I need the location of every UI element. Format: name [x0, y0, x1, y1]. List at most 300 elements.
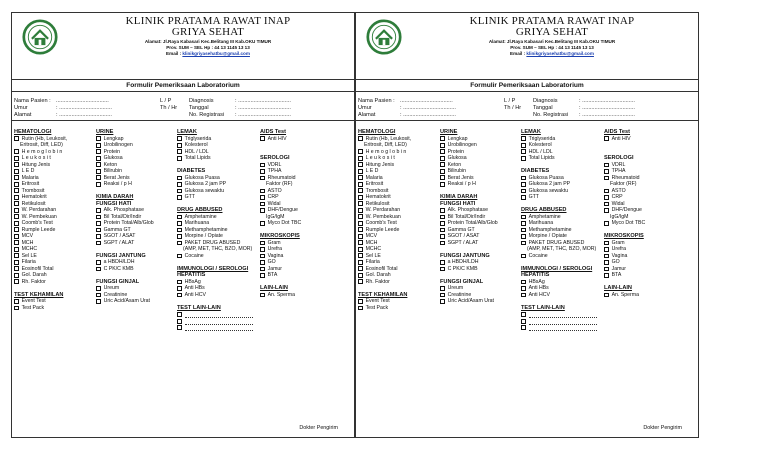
checkbox-icon[interactable] — [177, 319, 182, 324]
checkbox-icon[interactable] — [96, 169, 101, 174]
checkbox-icon[interactable] — [14, 175, 19, 180]
checkbox-icon[interactable] — [14, 234, 19, 239]
checkbox-icon[interactable] — [604, 208, 609, 213]
checkbox-icon[interactable] — [260, 241, 265, 246]
checkbox-icon[interactable] — [521, 149, 526, 154]
checkbox-icon[interactable] — [260, 176, 265, 181]
checkbox-icon[interactable] — [440, 136, 445, 141]
checkbox-icon[interactable] — [14, 240, 19, 245]
checkbox-icon[interactable] — [358, 214, 363, 219]
checkbox-icon[interactable] — [96, 221, 101, 226]
test-label: Lengkap — [447, 135, 468, 142]
checkbox-icon[interactable] — [358, 195, 363, 200]
test-label: SGOT / ASAT — [447, 233, 480, 240]
checkbox-icon[interactable] — [521, 293, 526, 298]
test-label: L E D — [365, 168, 379, 175]
section-heading: DIABETES — [177, 168, 206, 175]
test-label: Faktor (RF) — [610, 181, 637, 188]
test-label: Widal — [267, 200, 281, 207]
checkbox-icon[interactable] — [358, 182, 363, 187]
clinic-email-link[interactable]: klinikgriyasehatbu@gmail.com — [526, 51, 594, 56]
checkbox-icon[interactable] — [358, 149, 363, 154]
test-checkbox-item[interactable] — [260, 292, 318, 299]
checkbox-icon[interactable] — [521, 176, 526, 181]
checkbox-icon[interactable] — [14, 156, 19, 161]
test-label: Creatinine — [447, 291, 472, 298]
test-checkbox-item[interactable] — [96, 298, 176, 305]
test-label: Cocaine — [528, 252, 548, 259]
checkbox-icon[interactable] — [96, 286, 101, 291]
section-heading: SEROLOGI — [604, 155, 634, 162]
checkbox-icon[interactable] — [358, 234, 363, 239]
checkbox-icon[interactable] — [96, 175, 101, 180]
checkbox-icon[interactable] — [358, 266, 363, 271]
section-heading: DRUG ABBUSED — [177, 207, 223, 214]
test-column-4 — [260, 129, 318, 298]
fill-in-line[interactable] — [185, 325, 253, 332]
checkbox-icon[interactable] — [260, 195, 265, 200]
checkbox-icon[interactable] — [260, 267, 265, 272]
checkbox-icon[interactable] — [177, 143, 182, 148]
checkbox-icon[interactable] — [358, 260, 363, 265]
test-label: Sel LE — [365, 252, 381, 259]
checkbox-icon[interactable] — [440, 143, 445, 148]
checkbox-icon[interactable] — [96, 267, 101, 272]
test-label: HBsAg — [184, 278, 201, 285]
test-label: Trombosit — [21, 187, 45, 194]
test-label: HDL / LDL — [528, 148, 553, 155]
age-unit-label: Th / Hr — [504, 105, 522, 111]
checkbox-icon[interactable] — [358, 208, 363, 213]
registration-label: No. Registrasi — [189, 112, 225, 118]
section-heading: LEMAK — [177, 129, 197, 135]
age-field[interactable]: : .................................. — [400, 105, 456, 111]
checkbox-icon[interactable] — [177, 280, 182, 285]
checkbox-icon[interactable] — [440, 221, 445, 226]
section-heading: FUNGSI HATI — [96, 200, 132, 207]
test-label: GTT — [528, 194, 539, 201]
test-label: Anti HBs — [528, 285, 549, 292]
checkbox-icon[interactable] — [604, 189, 609, 194]
address-label: Alamat — [358, 112, 376, 118]
email-label: Email : — [510, 51, 526, 56]
test-label: GO — [611, 259, 620, 266]
test-label: Hitung Jenis — [365, 161, 395, 168]
section-heading: HEMATOLOGI — [358, 129, 396, 135]
checkbox-icon[interactable] — [604, 267, 609, 272]
checkbox-icon[interactable] — [177, 215, 182, 220]
clinic-name: KLINIK PRATAMA RAWAT INAP — [125, 15, 291, 27]
checkbox-icon[interactable] — [14, 201, 19, 206]
test-label: W. Pembekuan — [21, 213, 57, 220]
checkbox-icon[interactable] — [96, 215, 101, 220]
checkbox-icon[interactable] — [177, 228, 182, 233]
checkbox-icon[interactable] — [358, 156, 363, 161]
age-unit-label: Th / Hr — [160, 105, 178, 111]
checkbox-icon[interactable] — [260, 163, 265, 168]
checkbox-icon[interactable] — [14, 306, 19, 311]
checkbox-icon[interactable] — [604, 202, 609, 207]
checkbox-icon[interactable] — [260, 189, 265, 194]
checkbox-icon[interactable] — [440, 299, 445, 304]
name-label: Nama Pasien : — [358, 98, 395, 104]
checkbox-icon[interactable] — [521, 254, 526, 259]
checkbox-icon[interactable] — [260, 254, 265, 259]
checkbox-icon[interactable] — [521, 182, 526, 187]
checkbox-icon[interactable] — [358, 279, 363, 284]
test-checkbox-item[interactable] — [440, 298, 520, 305]
checkbox-icon[interactable] — [14, 260, 19, 265]
checkbox-icon[interactable] — [358, 306, 363, 311]
checkbox-icon[interactable] — [96, 299, 101, 304]
section-heading: URINE — [440, 129, 458, 135]
test-label: An. Sperma — [267, 291, 295, 298]
other-test-line[interactable] — [521, 325, 601, 332]
checkbox-icon[interactable] — [521, 136, 526, 141]
test-label: IgG/IgM — [266, 213, 285, 220]
form-title: Formulir Pemeriksaan Laboratorium — [12, 79, 354, 92]
section-heading: TEST LAIN-LAIN — [521, 304, 565, 311]
checkbox-icon[interactable] — [96, 208, 101, 213]
checkbox-icon[interactable] — [177, 136, 182, 141]
checkbox-icon[interactable] — [604, 169, 609, 174]
test-column-1 — [358, 129, 438, 311]
test-checkbox-item[interactable] — [358, 305, 438, 312]
test-label: MCH — [365, 239, 378, 246]
checkbox-icon[interactable] — [358, 227, 363, 232]
checkbox-icon[interactable] — [521, 286, 526, 291]
test-label: Reaksi / p H — [447, 181, 476, 188]
test-column-3 — [177, 129, 257, 331]
date-field[interactable]: : .................................. — [579, 105, 635, 111]
checkbox-icon[interactable] — [260, 221, 265, 226]
clinic-phone: Prov. SUM – SEL Hp : 44 13 1145 13 13 — [510, 45, 594, 50]
checkbox-icon[interactable] — [177, 156, 182, 161]
test-label: Triglyserida — [184, 135, 212, 142]
section-heading: LEMAK — [521, 129, 541, 135]
checkbox-icon[interactable] — [521, 312, 526, 317]
test-label: Ureum — [447, 285, 464, 292]
checkbox-icon[interactable] — [14, 149, 19, 154]
diagnosis-field[interactable]: : .................................. — [579, 98, 635, 104]
checkbox-icon[interactable] — [358, 136, 363, 141]
checkbox-icon[interactable] — [521, 241, 526, 246]
test-label: Ureum — [103, 285, 120, 292]
test-label: SGPT / ALAT — [103, 239, 135, 246]
checkbox-icon[interactable] — [440, 149, 445, 154]
test-label: H e m o g l o b i n — [21, 148, 63, 155]
checkbox-icon[interactable] — [14, 188, 19, 193]
checkbox-icon[interactable] — [358, 221, 363, 226]
clinic-name: KLINIK PRATAMA RAWAT INAP — [469, 15, 635, 27]
checkbox-icon[interactable] — [177, 293, 182, 298]
checkbox-icon[interactable] — [440, 175, 445, 180]
checkbox-icon[interactable] — [440, 241, 445, 246]
test-label: Uric Acid/Asam Urat — [103, 298, 151, 305]
checkbox-icon[interactable] — [177, 234, 182, 239]
test-label: Amphetamine — [528, 213, 561, 220]
checkbox-icon[interactable] — [440, 156, 445, 161]
name-label: Nama Pasien : — [14, 98, 51, 104]
date-field[interactable]: : .................................. — [235, 105, 291, 111]
test-label: Marihuana — [184, 220, 210, 227]
checkbox-icon[interactable] — [260, 260, 265, 265]
referring-doctor-label: Dokter Pengirim — [643, 425, 682, 431]
checkbox-icon[interactable] — [177, 176, 182, 181]
test-label: Rumple Leede — [365, 226, 400, 233]
checkbox-icon[interactable] — [440, 182, 445, 187]
age-field[interactable]: : .................................. — [56, 105, 112, 111]
checkbox-icon[interactable] — [177, 189, 182, 194]
test-label: Hematokrit — [21, 194, 47, 201]
checkbox-icon[interactable] — [440, 286, 445, 291]
section-heading: FUNGSI GINJAL — [440, 278, 484, 285]
checkbox-icon[interactable] — [440, 293, 445, 298]
checkbox-icon[interactable] — [604, 260, 609, 265]
checkbox-icon[interactable] — [440, 162, 445, 167]
test-label: Glukosa Puasa — [184, 174, 220, 181]
checkbox-icon[interactable] — [260, 208, 265, 213]
checkbox-icon[interactable] — [604, 293, 609, 298]
checkbox-icon[interactable] — [96, 234, 101, 239]
checkbox-icon[interactable] — [440, 228, 445, 233]
test-checkbox-item[interactable] — [604, 292, 662, 299]
checkbox-icon[interactable] — [604, 176, 609, 181]
checkbox-icon[interactable] — [96, 162, 101, 167]
section-heading: HEPATITIS — [177, 272, 206, 279]
checkbox-icon[interactable] — [604, 273, 609, 278]
clinic-address: Alamat: Jl.Raya Kabasari Kec.Belitang III Kab.OKU TIMUR — [488, 39, 616, 44]
checkbox-icon[interactable] — [358, 240, 363, 245]
test-label: Methamphetamine — [528, 226, 572, 233]
checkbox-icon[interactable] — [177, 221, 182, 226]
test-label: Rh. Faktor — [21, 278, 46, 285]
test-label: DHF/Dengue — [611, 207, 642, 214]
section-heading: FUNGSI GINJAL — [96, 278, 140, 285]
checkbox-icon[interactable] — [358, 162, 363, 167]
test-label: Morpine / Opiate — [528, 233, 567, 240]
checkbox-icon[interactable] — [14, 227, 19, 232]
checkbox-icon[interactable] — [14, 195, 19, 200]
checkbox-icon[interactable] — [177, 254, 182, 259]
checkbox-icon[interactable] — [260, 136, 265, 141]
test-label: Protein Total/Alb/Glob — [103, 220, 154, 227]
test-label: TPHA — [267, 168, 282, 175]
checkbox-icon[interactable] — [440, 208, 445, 213]
registration-field[interactable]: : .................................. — [579, 112, 635, 118]
fill-in-line[interactable] — [529, 325, 597, 332]
checkbox-icon[interactable] — [96, 143, 101, 148]
checkbox-icon[interactable] — [521, 215, 526, 220]
test-label: Protein — [103, 148, 121, 155]
checkbox-icon[interactable] — [260, 273, 265, 278]
test-label: DHF/Dengue — [267, 207, 298, 214]
test-label: Gram — [611, 239, 625, 246]
checkbox-icon[interactable] — [521, 280, 526, 285]
checkbox-icon[interactable] — [604, 136, 609, 141]
checkbox-icon[interactable] — [521, 189, 526, 194]
test-label: W. Perdarahan — [21, 207, 57, 214]
test-label: Myco Dot TBC — [611, 220, 646, 227]
checkbox-icon[interactable] — [96, 260, 101, 265]
test-checkbox-item[interactable] — [14, 305, 94, 312]
name-field[interactable]: .................................. — [56, 98, 109, 104]
checkbox-icon[interactable] — [440, 260, 445, 265]
test-label: Glukosa 2 jam PP — [184, 181, 227, 188]
test-label: Gol. Darah — [365, 272, 391, 279]
checkbox-icon[interactable] — [521, 221, 526, 226]
test-label: TPHA — [611, 168, 626, 175]
checkbox-icon[interactable] — [177, 312, 182, 317]
diagnosis-field[interactable]: : .................................. — [235, 98, 291, 104]
checkbox-icon[interactable] — [604, 247, 609, 252]
checkbox-icon[interactable] — [604, 195, 609, 200]
checkbox-icon[interactable] — [14, 279, 19, 284]
section-heading: URINE — [96, 129, 114, 135]
other-test-line[interactable] — [177, 325, 257, 332]
test-label: CRP — [267, 194, 279, 201]
checkbox-icon[interactable] — [14, 253, 19, 258]
registration-field[interactable]: : .................................. — [235, 112, 291, 118]
test-label: Bil Total/Dir/Indir — [103, 213, 142, 220]
test-label: Amphetamine — [184, 213, 217, 220]
clinic-email-line — [66, 51, 350, 56]
checkbox-icon[interactable] — [260, 202, 265, 207]
checkbox-icon[interactable] — [177, 286, 182, 291]
checkbox-icon[interactable] — [14, 169, 19, 174]
test-label: Lengkap — [103, 135, 124, 142]
test-label: Alk. Phosphatase — [103, 207, 144, 214]
test-label: Kolesterol — [528, 142, 552, 149]
test-label: Keton — [447, 161, 462, 168]
checkbox-icon[interactable] — [521, 156, 526, 161]
test-label: HBsAg — [528, 278, 545, 285]
test-label: Trombosit — [365, 187, 389, 194]
checkbox-icon[interactable] — [521, 234, 526, 239]
clinic-email-link[interactable]: klinikgriyasehatbu@gmail.com — [182, 51, 250, 56]
checkbox-icon[interactable] — [14, 208, 19, 213]
test-label: Rheumatoid — [267, 174, 296, 181]
checkbox-icon[interactable] — [14, 221, 19, 226]
checkbox-icon[interactable] — [521, 325, 526, 330]
checkbox-icon[interactable] — [96, 182, 101, 187]
checkbox-icon[interactable] — [177, 325, 182, 330]
checkbox-icon[interactable] — [14, 247, 19, 252]
checkbox-icon[interactable] — [521, 228, 526, 233]
checkbox-icon[interactable] — [521, 143, 526, 148]
clinic-logo-icon — [22, 19, 58, 55]
checkbox-icon[interactable] — [177, 241, 182, 246]
test-label: Urobilinogen — [103, 142, 133, 149]
section-heading: FUNGSI JANTUNG — [440, 252, 490, 259]
clinic-subname: GRIYA SEHAT — [515, 26, 589, 38]
checkbox-icon[interactable] — [604, 254, 609, 259]
checkbox-icon[interactable] — [96, 228, 101, 233]
checkbox-icon[interactable] — [177, 195, 182, 200]
test-label: Retikulosit — [21, 200, 46, 207]
checkbox-icon[interactable] — [177, 182, 182, 187]
checkbox-icon[interactable] — [440, 267, 445, 272]
checkbox-icon[interactable] — [358, 253, 363, 258]
section-heading: IMMUNOLOGI / SEROLOGI — [177, 265, 249, 272]
checkbox-icon[interactable] — [521, 319, 526, 324]
checkbox-icon[interactable] — [96, 149, 101, 154]
test-column-2 — [96, 129, 176, 305]
checkbox-icon[interactable] — [14, 214, 19, 219]
checkbox-icon[interactable] — [260, 169, 265, 174]
test-label: Hematokrit — [365, 194, 391, 201]
test-label: Urefra — [267, 246, 283, 253]
address-field[interactable]: : .................................. — [400, 112, 456, 118]
checkbox-icon[interactable] — [358, 273, 363, 278]
address-field[interactable]: : .................................. — [56, 112, 112, 118]
checkbox-icon[interactable] — [96, 293, 101, 298]
checkbox-icon[interactable] — [260, 247, 265, 252]
gender-label: L / P — [504, 98, 516, 104]
test-label: GTT — [184, 194, 195, 201]
checkbox-icon[interactable] — [358, 247, 363, 252]
checkbox-icon[interactable] — [260, 293, 265, 298]
checkbox-icon[interactable] — [604, 221, 609, 226]
checkbox-icon[interactable] — [604, 241, 609, 246]
test-label: Rh. Faktor — [365, 278, 390, 285]
checkbox-icon[interactable] — [358, 169, 363, 174]
checkbox-icon[interactable] — [604, 163, 609, 168]
test-label: Glukosa sewaktu — [184, 187, 225, 194]
checkbox-icon[interactable] — [440, 234, 445, 239]
checkbox-icon[interactable] — [96, 136, 101, 141]
checkbox-icon[interactable] — [521, 195, 526, 200]
test-label: Berat Jenis — [447, 174, 474, 181]
checkbox-icon[interactable] — [440, 169, 445, 174]
checkbox-icon[interactable] — [14, 266, 19, 271]
checkbox-icon[interactable] — [14, 299, 19, 304]
checkbox-icon[interactable] — [358, 201, 363, 206]
checkbox-icon[interactable] — [14, 273, 19, 278]
checkbox-icon[interactable] — [14, 162, 19, 167]
test-label: MCV — [21, 233, 34, 240]
checkbox-icon[interactable] — [358, 299, 363, 304]
checkbox-icon[interactable] — [14, 182, 19, 187]
checkbox-icon[interactable] — [358, 188, 363, 193]
test-label: H e m o g l o b i n — [365, 148, 407, 155]
checkbox-icon[interactable] — [177, 149, 182, 154]
test-label: Anti HCV — [528, 291, 550, 298]
referring-doctor-label: Dokter Pengirim — [299, 425, 338, 431]
name-field[interactable]: .................................. — [400, 98, 453, 104]
test-label: Retikulosit — [365, 200, 390, 207]
checkbox-icon[interactable] — [96, 156, 101, 161]
test-label: MCH — [21, 239, 34, 246]
section-heading: LAIN-LAIN — [604, 285, 632, 292]
test-label: HDL / LDL — [184, 148, 209, 155]
section-heading: KIMIA DARAH — [96, 194, 134, 201]
test-label: Myco Dot TBC — [267, 220, 302, 227]
checkbox-icon[interactable] — [14, 136, 19, 141]
patient-divider — [12, 120, 354, 121]
section-heading: HEPATITIS — [521, 272, 550, 279]
test-label: Eosinofil Total — [365, 265, 398, 272]
test-label: SGPT / ALAT — [447, 239, 479, 246]
section-heading: MIKROSKOPIS — [604, 233, 644, 240]
test-label: Morpine / Opiate — [184, 233, 223, 240]
checkbox-icon[interactable] — [358, 175, 363, 180]
test-label: IgG/IgM — [610, 213, 629, 220]
checkbox-icon[interactable] — [440, 215, 445, 220]
checkbox-icon[interactable] — [96, 241, 101, 246]
test-label: (AMP, MET, THC, BZO, MOR) — [527, 246, 597, 253]
test-label: Gram — [267, 239, 281, 246]
